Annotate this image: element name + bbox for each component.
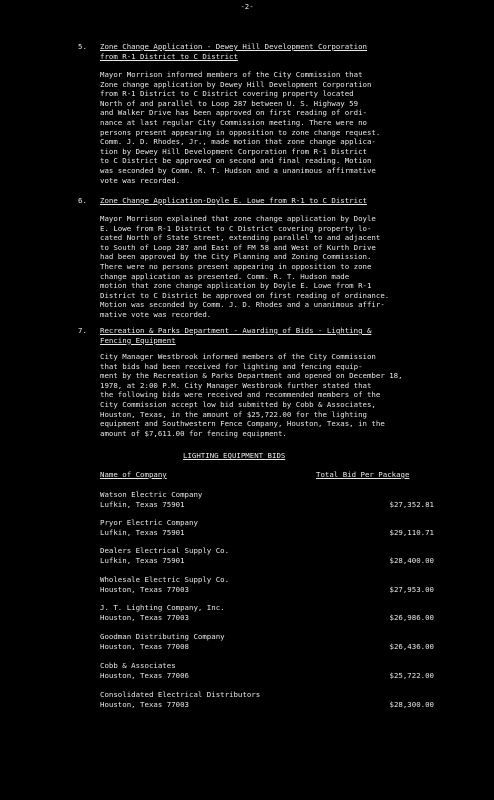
item-title-line: Zone Change Application - Dewey Hill Development Corporation (100, 42, 367, 51)
body-line: City Commission accept low bid submitted by Cobb & Associates, (100, 399, 376, 409)
bidder-name: Cobb & Associates (100, 661, 176, 670)
body-line: vote was recorded. (100, 175, 181, 185)
lighting-bids-title: LIGHTING EQUIPMENT BIDS (183, 451, 286, 460)
body-line: District to C District be approved on first reading of ordinance. (100, 290, 390, 300)
body-line: 1978, at 2:00 P.M. City Manager Westbrook further stated that (100, 380, 372, 390)
bidder-city: Lufkin, Texas 75901 (100, 499, 185, 509)
bidder-entry (100, 490, 202, 509)
body-line: and Walker Drive has been approved on first reading of ordi- (100, 108, 367, 118)
bid-price: $29,110.71 (389, 528, 434, 537)
bid-price: $27,953.00 (389, 585, 434, 594)
item-7-body (100, 352, 438, 438)
body-line: City Manager Westbrook informed members of the City Commission (100, 352, 376, 361)
body-line: tion by Dewey Hill Development Corporation from R-1 District (100, 146, 367, 156)
bid-price: $25,722.00 (389, 671, 434, 680)
column-header-company: Name of Company (100, 470, 167, 479)
page-number: -2- (240, 2, 254, 11)
bidder-name: Dealers Electrical Supply Co. (100, 546, 230, 555)
item-6-heading (78, 196, 367, 206)
body-line: amount of $7,611.00 for fencing equipment. (100, 428, 287, 438)
bidder-entry (100, 661, 189, 680)
bidder-name: Watson Electric Company (100, 490, 203, 499)
bidder-city: Houston, Texas 77003 (100, 612, 189, 622)
item-number: 5. (78, 42, 87, 51)
item-title-line: from R-1 District to C District (100, 51, 238, 61)
bidder-name: Pryor Electric Company (100, 518, 198, 527)
body-line: motion that zone change application by Doyle E. Lowe from R-1 (100, 281, 372, 291)
item-title-line: Recreation & Parks Department - Awarding of Bids - Lighting & (100, 326, 372, 335)
bid-price: $27,352.81 (389, 500, 434, 509)
bidder-city: Houston, Texas 77003 (100, 584, 189, 594)
body-line: Mayor Morrison explained that zone change application by Doyle (100, 214, 376, 223)
item-title-line: Zone Change Application-Doyle E. Lowe from R-1 to C District (100, 196, 367, 205)
body-line: the following bids were received and recommended members of the (100, 390, 381, 400)
body-line: Houston, Texas, in the amount of $25,722.00 for the lighting (100, 409, 367, 419)
bidder-entry (100, 632, 225, 651)
body-line: There were no persons present appearing in opposition to zone (100, 261, 372, 271)
bidder-entry (100, 690, 260, 709)
body-line: to C District be approved on second and final reading. Motion (100, 156, 372, 166)
bidder-name: Consolidated Electrical Distributors (100, 690, 261, 699)
body-line: change application as presented. Comm. R. T. Hudson made (100, 271, 350, 281)
item-6-body (100, 214, 438, 320)
body-line: to South of Loop 287 and East of FM 58 and West of Kurth Drive (100, 242, 376, 252)
body-line: mative vote was recorded. (100, 309, 212, 319)
body-line: persons present appearing in opposition to zone change request. (100, 127, 381, 137)
body-line: Zone change application by Dewey Hill Development Corporation (100, 79, 372, 89)
bidder-city: Houston, Texas 77006 (100, 670, 189, 680)
body-line: North of and parallel to Loop 287 between U. S. Highway 59 (100, 98, 359, 108)
body-line: Motion was seconded by Comm. J. D. Rhodes and a unanimous affir- (100, 300, 385, 310)
item-number: 6. (78, 196, 87, 205)
body-line: Mayor Morrison informed members of the City Commission that (100, 70, 363, 79)
bid-price: $26,986.00 (389, 613, 434, 622)
bidder-entry (100, 518, 198, 537)
item-number: 7. (78, 326, 87, 335)
bidder-entry (100, 575, 229, 594)
bidder-city: Lufkin, Texas 75901 (100, 555, 185, 565)
bidder-city: Houston, Texas 77003 (100, 699, 189, 709)
body-line: equipment and Southwestern Fence Company, Houston, Texas, in the (100, 419, 385, 429)
body-line: had been approved by the City Planning and Zoning Commission. (100, 252, 372, 262)
body-line: was seconded by Comm. R. T. Hudson and a unanimous affirmative (100, 165, 376, 175)
item-5-body (100, 70, 438, 185)
bidder-city: Houston, Texas 77008 (100, 641, 189, 651)
item-7-heading (78, 326, 372, 345)
bid-price: $26,436.00 (389, 642, 434, 651)
bidder-entry (100, 603, 225, 622)
bidder-entry (100, 546, 229, 565)
body-line: from R-1 District to C District covering property located (100, 89, 354, 99)
column-header-price: Total Bid Per Package (316, 470, 410, 479)
bidder-city: Lufkin, Texas 75901 (100, 527, 185, 537)
bidder-name: J. T. Lighting Company, Inc. (100, 603, 225, 612)
bid-price: $28,400.00 (389, 556, 434, 565)
bidder-name: Wholesale Electric Supply Co. (100, 575, 230, 584)
body-line: E. Lowe from R-1 District to C District covering property lo- (100, 223, 372, 233)
body-line: Comm. J. D. Rhodes, Jr., made motion that zone change applica- (100, 137, 376, 147)
body-line: cated North of State Street, extending parallel to and adjacent (100, 233, 381, 243)
body-line: nance at last regular City Commission meeting. There were no (100, 117, 367, 127)
item-title-line: Fencing Equipment (100, 335, 176, 345)
body-line: ment by the Recreation & Parks Department and opened on December 18, (100, 371, 403, 381)
bidder-name: Goodman Distributing Company (100, 632, 225, 641)
item-5-heading (78, 42, 367, 61)
body-line: that bids had been received for lighting and fencing equip- (100, 361, 363, 371)
bid-price: $28,300.00 (389, 700, 434, 709)
